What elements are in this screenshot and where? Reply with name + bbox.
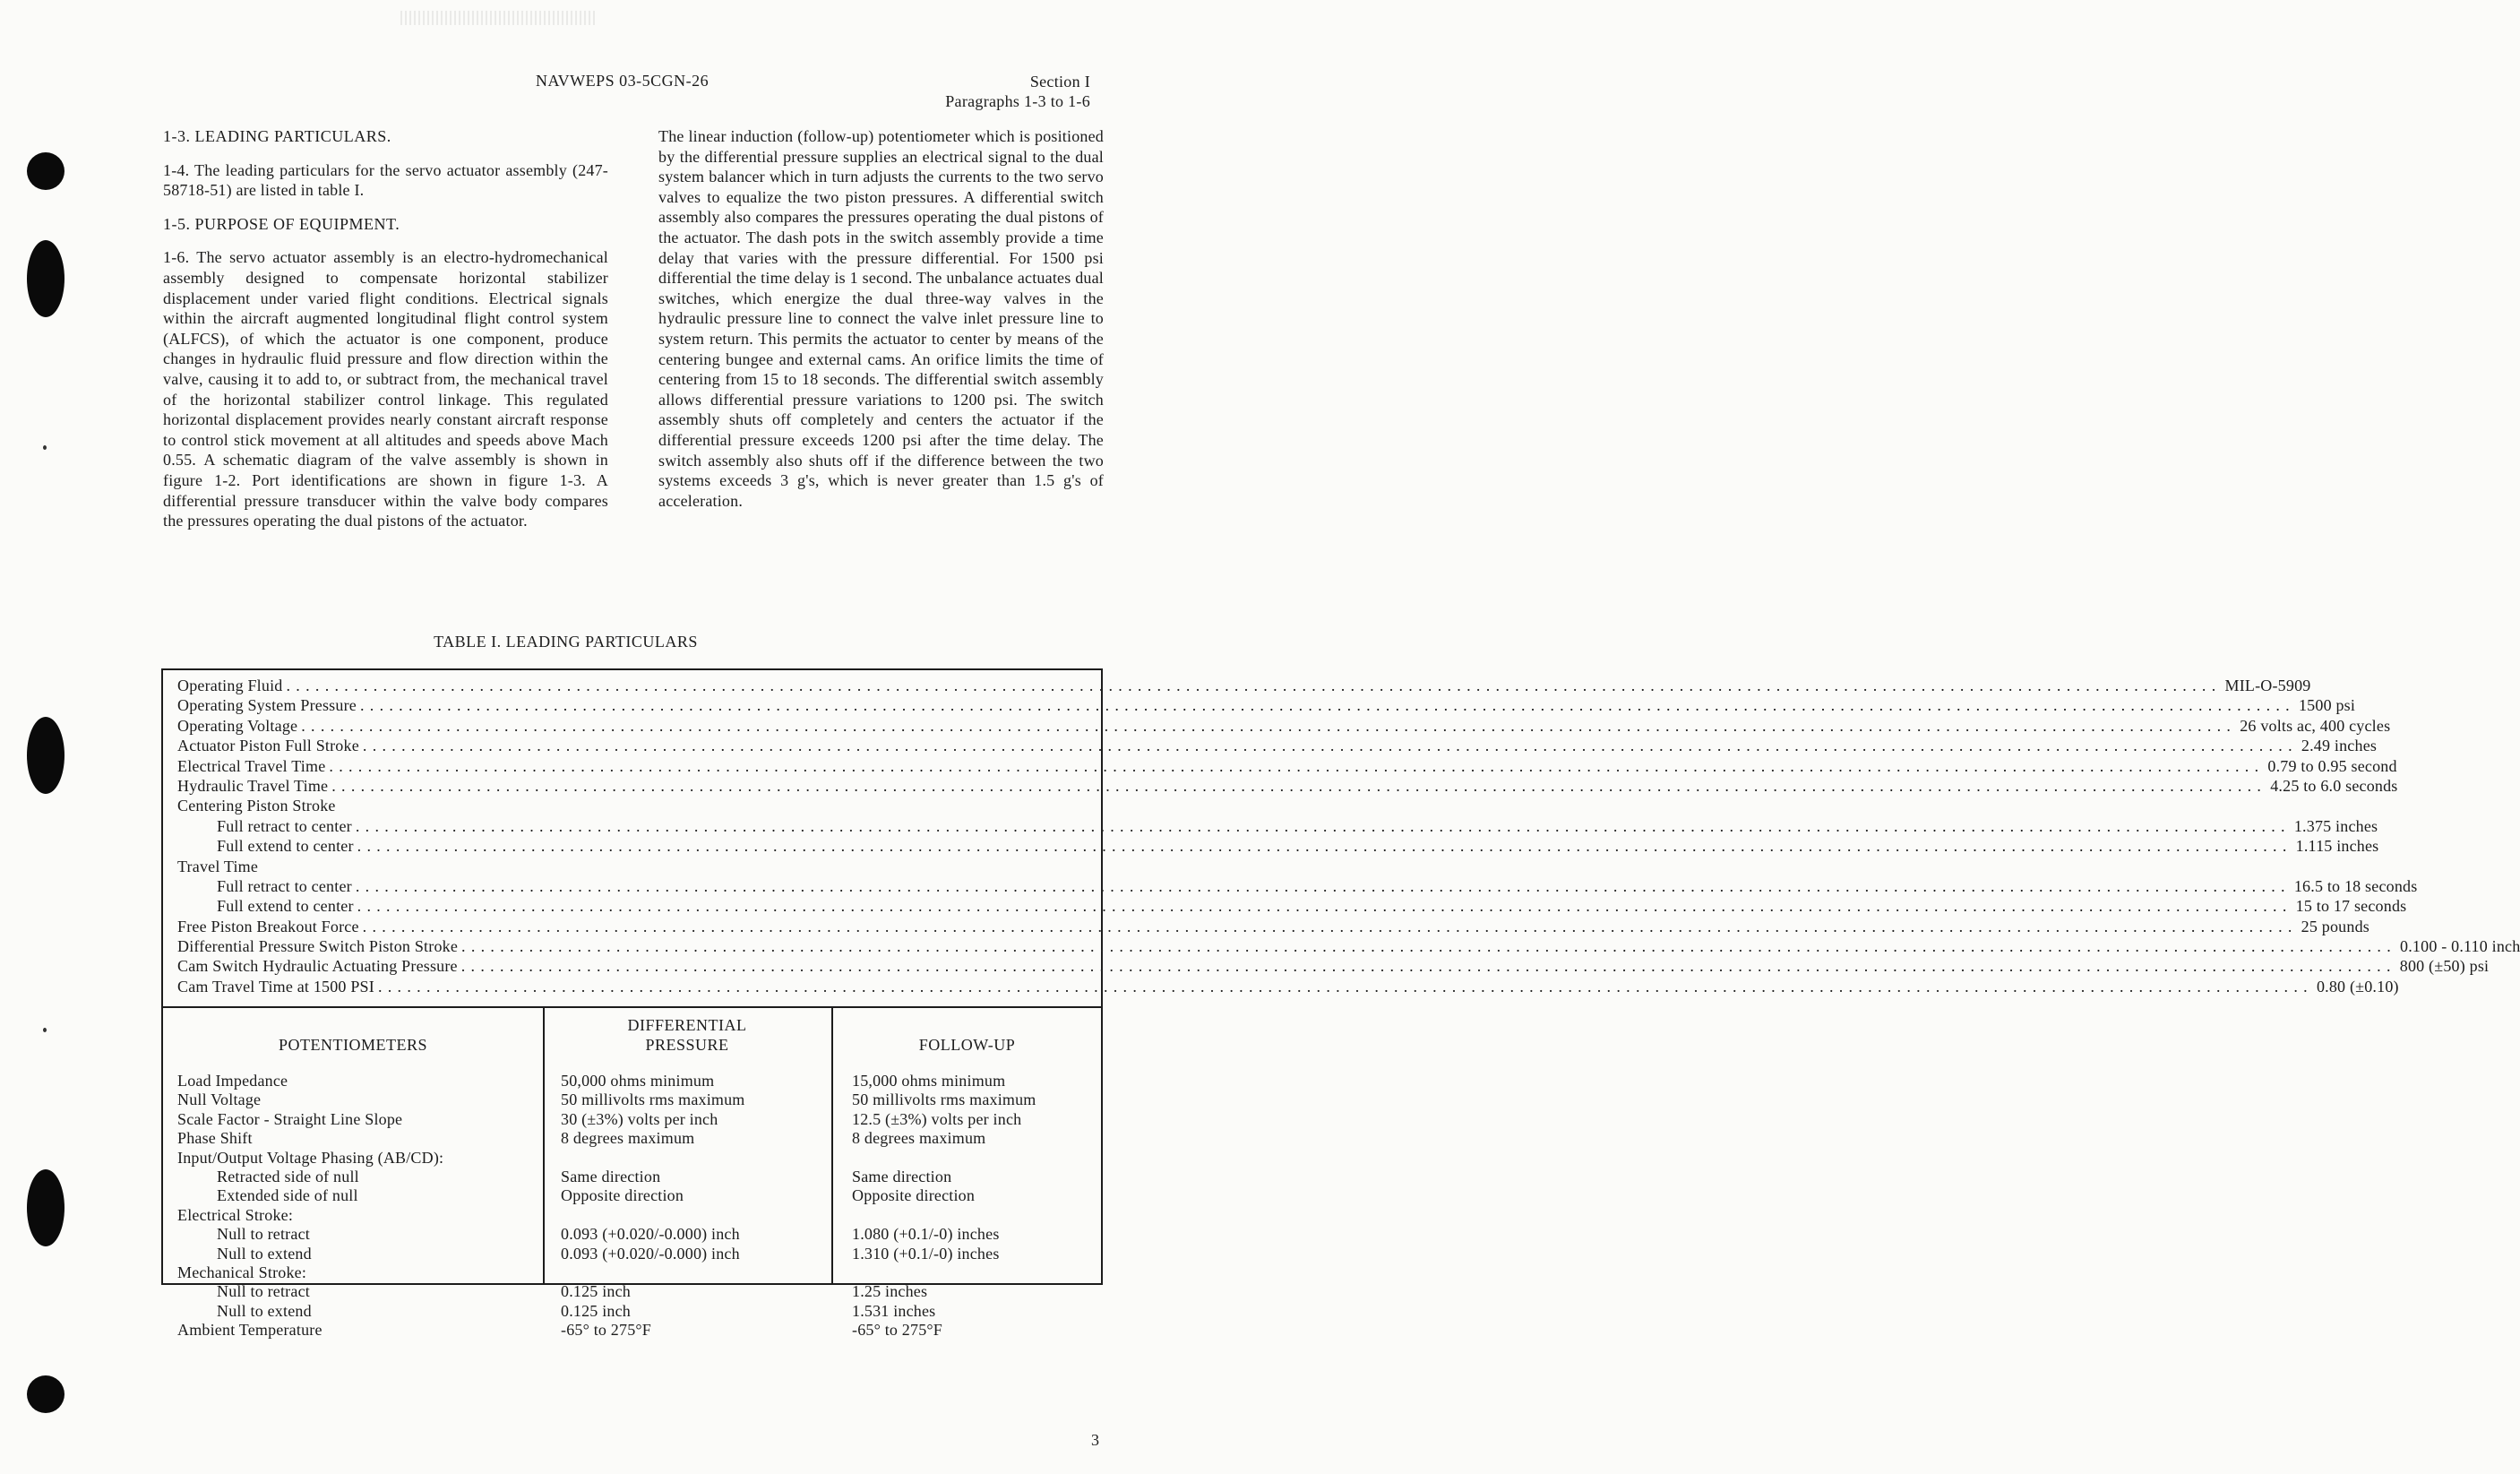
particular-label: Cam Travel Time at 1500 PSI [177, 977, 374, 996]
particular-value: 25 pounds [2301, 917, 2369, 935]
dot-leader: ........................................................................................................................................................................................................ [329, 756, 2265, 775]
potentiometer-row [163, 1090, 1101, 1109]
potentiometer-row [163, 1320, 1101, 1340]
follow-up-value: 8 degrees maximum [852, 1129, 986, 1148]
binder-hole-5 [27, 1375, 65, 1413]
potentiometer-label: Electrical Stroke: [177, 1205, 294, 1224]
differential-value: 30 (±3%) volts per inch [561, 1109, 718, 1128]
differential-value: 0.125 inch [561, 1282, 631, 1301]
header-differential-line1: DIFFERENTIAL [627, 1016, 747, 1034]
dot-leader: ........................................................................................................................................................................................................ [331, 776, 2267, 795]
particular-row [177, 796, 1088, 815]
particular-label: Differential Pressure Switch Piston Stroke [177, 937, 459, 956]
page-number: 3 [1091, 1431, 1099, 1449]
leading-particulars-table [161, 668, 2520, 1340]
paragraph-range: Paragraphs 1-3 to 1-6 [945, 92, 1090, 110]
potentiometer-row [163, 1281, 1101, 1301]
particular-row [177, 756, 2397, 776]
particular-value: 1500 psi [2298, 696, 2356, 715]
dot-leader: ........................................................................................................................................................................................................ [357, 837, 2292, 856]
follow-up-value: 1.531 inches [852, 1301, 936, 1320]
differential-value: 0.093 (+0.020/-0.000) inch [561, 1225, 740, 1244]
dot-leader: ........................................................................................................................................................................................................ [362, 917, 2298, 935]
particular-row [177, 836, 2379, 856]
paragraph-1-4: 1-4. The leading particulars for the servo actuator assembly (247-58718-51) are listed in table I. [163, 160, 608, 200]
potentiometer-label: Retracted side of null [217, 1168, 359, 1185]
potentiometer-row [163, 1128, 1101, 1148]
potentiometer-label: Null to retract [217, 1225, 310, 1244]
particular-row [177, 977, 2399, 996]
dot-leader: ........................................................................................................................................................................................................ [286, 677, 2222, 694]
header-potentiometers: POTENTIOMETERS [279, 1036, 427, 1054]
differential-value: Same direction [561, 1168, 661, 1185]
follow-up-value: 1.310 (+0.1/-0) inches [852, 1244, 1000, 1263]
dot-leader: ........................................................................................................................................................................................................ [359, 696, 2295, 715]
table-title: TABLE I. LEADING PARTICULARS [434, 633, 698, 651]
follow-up-value: Opposite direction [852, 1186, 976, 1205]
potentiometer-row [163, 1167, 1101, 1186]
document-number: NAVWEPS 03-5CGN-26 [536, 72, 710, 90]
potentiometer-label: Null to retract [217, 1282, 310, 1301]
header-differential-line2: PRESSURE [645, 1036, 729, 1054]
potentiometer-label: Ambient Temperature [177, 1321, 323, 1340]
potentiometer-row [163, 1244, 1101, 1263]
particular-value: 16.5 to 18 seconds [2293, 876, 2418, 895]
scan-scuff [400, 11, 598, 25]
paragraph-1-6-continued: The linear induction (follow-up) potentiometer which is positioned by the differential pressure supplies an electrical signal to the dual system balancer which in turn adjusts the currents to the two servo valves to equalize the two piston pressures. A differential switch assembly also compares the pressures operating the dual pistons of the actuator. The dash pots in the switch assembly provide a time delay that varies with the pressure differential. For 1500 psi differential the time delay is 1 second. The unbalance actuates dual switches, which energize the dual three-way valves in the hydraulic pressure line to connect the valve inlet pressure line to system return. This permits the actuator to center by means of the centering bungee and external cams. An orifice limits the time of centering from 15 to 18 seconds. The differential switch assembly allows differential pressure variations to 1200 psi. The switch assembly shuts off completely and centers the actuator if the differential pressure exceeds 1200 psi after the time delay. The switch assembly also shuts off if the difference between the two systems exceeds 3 g's, which is never greater than 1.5 g's of acceleration. [658, 127, 1104, 510]
scan-speck-1 [43, 445, 47, 450]
potentiometers-table [163, 1008, 1101, 1340]
particular-label: Full retract to center [217, 876, 352, 895]
dot-leader: ........................................................................................................................................................................................................ [355, 876, 2291, 895]
potentiometer-row [163, 1205, 1101, 1225]
heading-purpose-of-equipment: 1-5. PURPOSE OF EQUIPMENT. [163, 214, 400, 233]
potentiometer-row [163, 1148, 1101, 1168]
right-text-column [658, 126, 1104, 524]
particular-label: Operating Fluid [177, 677, 283, 694]
particular-label: Electrical Travel Time [177, 756, 326, 775]
particular-row [177, 896, 2407, 916]
differential-value: 50,000 ohms minimum [561, 1072, 715, 1090]
dot-leader: ........................................................................................................................................................................................................ [461, 937, 2397, 956]
particular-label: Travel Time [177, 857, 259, 875]
dot-leader: ........................................................................................................................................................................................................ [377, 977, 2313, 996]
potentiometer-label: Null to extend [217, 1244, 312, 1263]
particular-value: MIL-O-5909 [2224, 677, 2311, 694]
paragraph-1-6: 1-6. The servo actuator assembly is an electro-hydromechanical assembly designed to compensate horizontal stabilizer displacement under varied flight conditions. Electrical signals within the aircraft augmented longitudinal flight control system (ALFCS), of which the actuator is one component, produce changes in hydraulic fluid pressure and flow direction within the valve, causing it to add to, or subtract from, the mechanical travel of the horizontal stabilizer control linkage. This regulated horizontal displacement provides nearly constant aircraft response to control stick movement at all altitudes and speeds above Mach 0.55. A schematic diagram of the valve assembly is shown in figure 1-2. Port identifications are shown in figure 1-3. A differential pressure transducer within the valve body compares the pressures operating the dual pistons of the actuator. [163, 248, 608, 530]
particular-value: 26 volts ac, 400 cycles [2240, 716, 2391, 735]
potentiometer-label: Scale Factor - Straight Line Slope [177, 1109, 403, 1128]
potentiometer-label: Null Voltage [177, 1090, 262, 1109]
scan-speck-2 [43, 1028, 47, 1032]
particular-value: 0.100 - 0.110 inch [2400, 937, 2520, 956]
particular-label: Actuator Piston Full Stroke [177, 737, 359, 755]
dot-leader: ........................................................................................................................................................................................................ [357, 897, 2292, 916]
binder-hole-4 [27, 1169, 65, 1246]
potentiometer-row [163, 1301, 1101, 1321]
particular-row [177, 956, 2490, 976]
follow-up-value: -65° to 275°F [852, 1321, 943, 1340]
dot-leader: ........................................................................................................................................................................................................ [301, 716, 2237, 735]
differential-value: 50 millivolts rms maximum [561, 1090, 745, 1109]
particular-label: Operating System Pressure [177, 696, 357, 715]
binder-hole-3 [27, 717, 65, 794]
potentiometer-row [163, 1071, 1101, 1090]
potentiometer-row [163, 1224, 1101, 1244]
follow-up-value: 50 millivolts rms maximum [852, 1090, 1036, 1109]
particular-label: Operating Voltage [177, 716, 298, 735]
dot-leader: ........................................................................................................................................................................................................ [460, 957, 2396, 976]
particular-label: Cam Switch Hydraulic Actuating Pressure [177, 957, 458, 976]
potentiometer-row [163, 1109, 1101, 1129]
differential-value: 8 degrees maximum [561, 1129, 695, 1148]
particular-label: Full extend to center [217, 837, 354, 856]
particular-row [177, 917, 2369, 936]
potentiometer-row [163, 1263, 1101, 1282]
particular-label: Full extend to center [217, 897, 354, 916]
particular-row [177, 736, 2378, 755]
follow-up-value: 1.25 inches [852, 1282, 928, 1301]
header-follow-up: FOLLOW-UP [918, 1036, 1016, 1054]
particular-value: 0.79 to 0.95 second [2267, 756, 2397, 775]
follow-up-value: 12.5 (±3%) volts per inch [852, 1109, 1022, 1128]
particular-label: Free Piston Breakout Force [177, 917, 359, 935]
potentiometer-label: Null to extend [217, 1301, 312, 1320]
particular-label: Full retract to center [217, 816, 352, 835]
particular-row [177, 695, 2356, 715]
page-header [0, 72, 1131, 112]
follow-up-value: 1.080 (+0.1/-0) inches [852, 1225, 1000, 1244]
binder-hole-2 [27, 240, 65, 317]
section-reference [945, 72, 1090, 111]
particular-label: Hydraulic Travel Time [177, 776, 329, 795]
particular-value: 800 (±50) psi [2399, 957, 2490, 976]
particular-value: 4.25 to 6.0 seconds [2270, 776, 2398, 795]
particular-row [177, 816, 2378, 836]
particular-value: 1.375 inches [2293, 816, 2378, 835]
potentiometer-label: Mechanical Stroke: [177, 1263, 307, 1281]
particular-row [177, 676, 2311, 695]
section-title: Section I [1029, 73, 1090, 91]
particular-row [177, 876, 2418, 896]
particular-label: Centering Piston Stroke [177, 797, 336, 815]
differential-value: Opposite direction [561, 1186, 684, 1205]
left-text-column [163, 126, 608, 545]
differential-value: 0.125 inch [561, 1301, 631, 1320]
particular-row [177, 857, 1088, 876]
particular-value: 2.49 inches [2301, 737, 2378, 755]
particular-row [177, 776, 2398, 796]
potentiometer-label: Extended side of null [217, 1186, 358, 1205]
particulars-list [177, 676, 2520, 996]
potentiometer-label: Phase Shift [177, 1129, 253, 1148]
dot-leader: ........................................................................................................................................................................................................ [355, 816, 2291, 835]
potentiometer-label: Input/Output Voltage Phasing (AB/CD): [177, 1148, 444, 1167]
heading-leading-particulars: 1-3. LEADING PARTICULARS. [163, 127, 391, 145]
particular-row [177, 936, 2520, 956]
differential-value: -65° to 275°F [561, 1321, 652, 1340]
follow-up-value: 15,000 ohms minimum [852, 1072, 1006, 1090]
binder-hole-1 [27, 152, 65, 190]
particular-value: 0.80 (±0.10) [2316, 977, 2399, 996]
potentiometer-row [163, 1185, 1101, 1205]
dot-leader: ........................................................................................................................................................................................................ [362, 737, 2298, 755]
potentiometer-label: Load Impedance [177, 1072, 288, 1090]
particular-value: 15 to 17 seconds [2295, 897, 2407, 916]
particular-row [177, 716, 2391, 736]
particular-value: 1.115 inches [2295, 837, 2379, 856]
header-differential-pressure [543, 1015, 831, 1055]
follow-up-value: Same direction [852, 1168, 952, 1185]
differential-value: 0.093 (+0.020/-0.000) inch [561, 1244, 740, 1263]
